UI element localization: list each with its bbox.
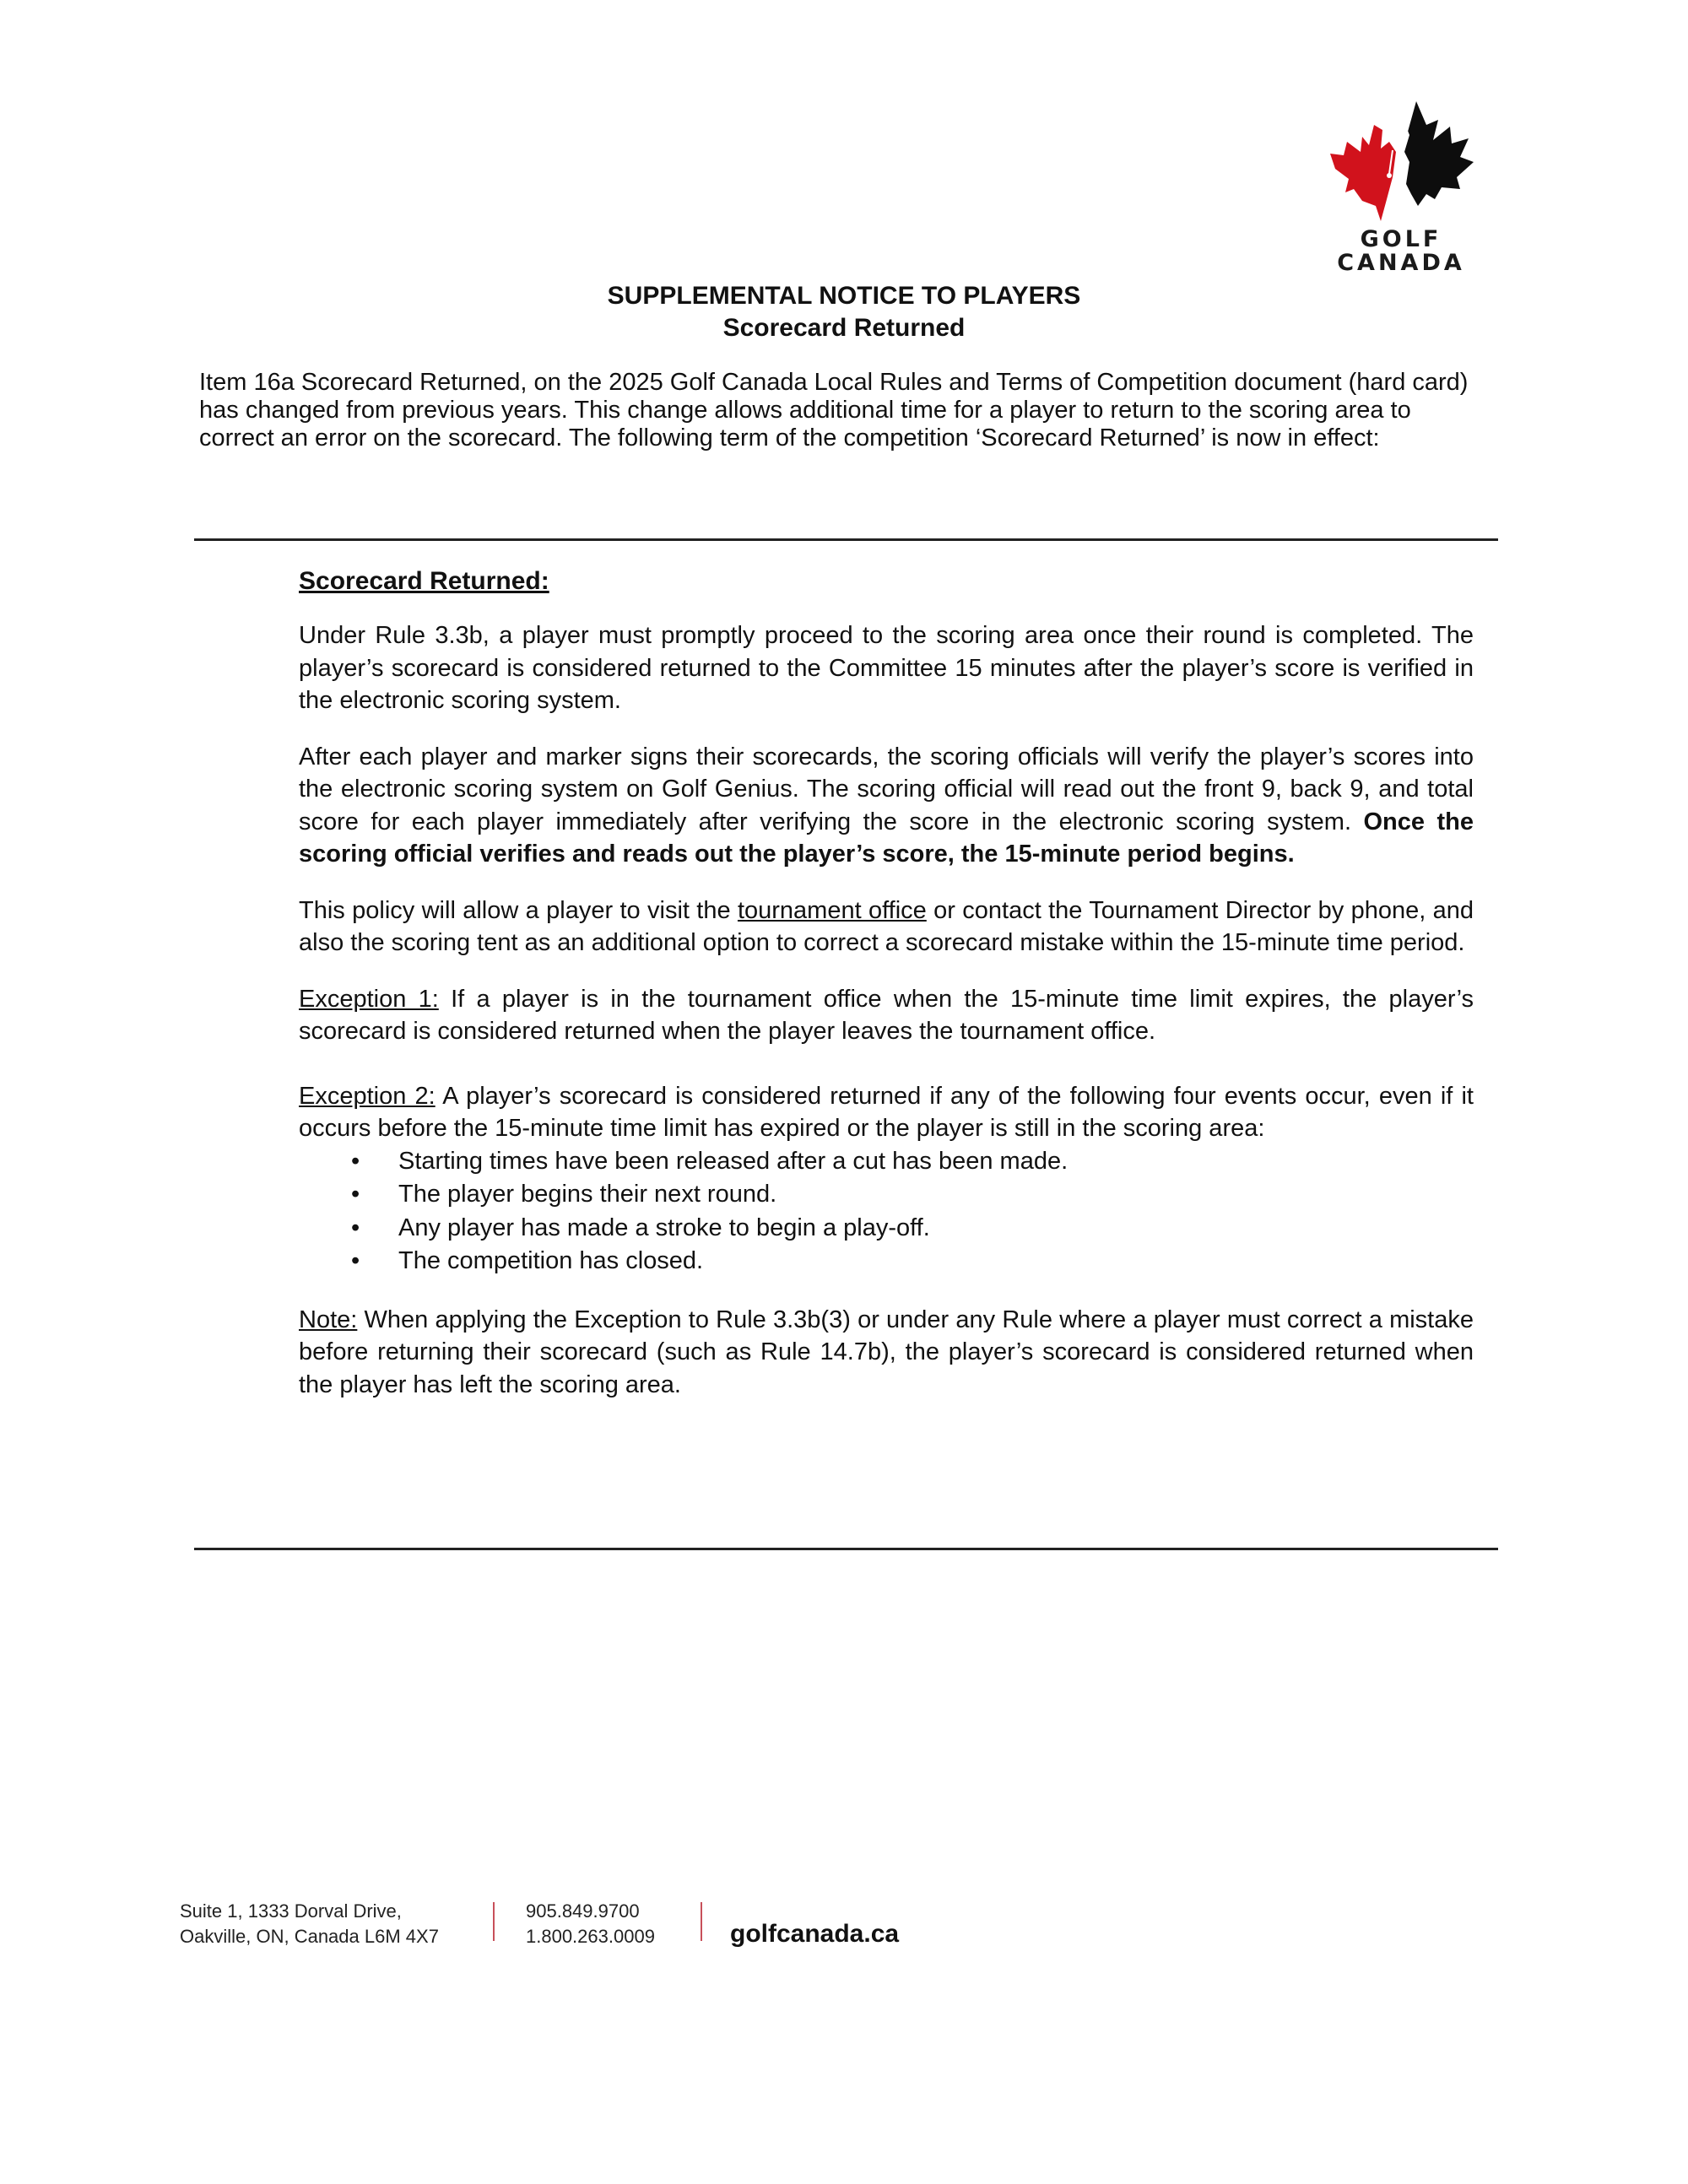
bullet-icon: • — [351, 1247, 360, 1274]
exception-1-label: Exception 1: — [299, 985, 439, 1013]
logo-text-canada: CANADA — [1337, 250, 1465, 276]
bullet-icon: • — [351, 1214, 360, 1241]
logo-text-golf: GOLF — [1360, 226, 1442, 252]
list-item — [299, 1178, 1474, 1212]
exception-2-text: A player’s scorecard is considered returned if any of the following four events occur, even if it occurs before the 15-minute time limit has expired or the player is still in the scoring area: — [299, 1082, 1474, 1142]
verification-bold-text: Once the scoring official verifies and reads out the player’s score, the 15-minute period begins. — [299, 808, 1474, 868]
policy-text-before: This policy will allow a player to visit the — [299, 896, 738, 924]
exception-2-paragraph — [299, 1080, 1474, 1145]
exception-1-text: If a player is in the tournament office when the 15-minute time limit expires, the player’s scorecard is considered returned when the player leaves the tournament office. — [299, 985, 1474, 1045]
rule-paragraph: Under Rule 3.3b, a player must promptly proceed to the scoring area once their round is completed. The player’s scorecard is considered returned to the Committee 15 minutes after the player’s score is verified in the electronic scoring system. — [299, 622, 1474, 714]
document-subtitle: Scorecard Returned — [722, 314, 966, 342]
tournament-office-link[interactable]: tournament office — [737, 896, 927, 924]
address-line-2: Oakville, ON, Canada L6M 4X7 — [180, 1926, 439, 1947]
exception-2-label: Exception 2: — [299, 1082, 436, 1110]
policy-text-after: or contact the Tournament Director by phone, and also the scoring tent as an additional option to correct a scorecard mistake within the 15-minute time period. — [299, 896, 1474, 956]
policy-paragraph — [299, 895, 1474, 960]
list-item — [299, 1212, 1474, 1246]
footer-phones — [526, 1899, 655, 1949]
bullet-icon: • — [351, 1181, 360, 1208]
phone-2: 1.800.263.0009 — [526, 1926, 655, 1947]
section-heading: Scorecard Returned: — [299, 567, 549, 595]
scorecard-returned-section — [299, 565, 1474, 1424]
note-label: Note: — [299, 1306, 358, 1333]
exception-1-paragraph — [299, 983, 1474, 1048]
verification-paragraph — [299, 741, 1474, 871]
list-item-text: The competition has closed. — [398, 1247, 704, 1274]
phone-1: 905.849.9700 — [526, 1900, 640, 1922]
list-item-text: Any player has made a stroke to begin a play-off. — [398, 1214, 930, 1241]
footer-website[interactable]: golfcanada.ca — [730, 1920, 900, 1948]
intro-paragraph: Item 16a Scorecard Returned, on the 2025 Golf Canada Local Rules and Terms of Competition document (hard card) has changed from previous years. This change allows additional time for a player to return to the scoring area to correct an error on the scorecard. The following term of the competition ‘Scorecard Returned’ is now in effect: — [199, 369, 1469, 451]
footer-address — [180, 1899, 439, 1949]
events-list — [299, 1145, 1474, 1279]
bullet-icon: • — [351, 1147, 360, 1175]
list-item — [299, 1145, 1474, 1179]
verification-text: After each player and marker signs their scorecards, the scoring officials will verify the player’s scores into the electronic scoring system on Golf Genius. The scoring official will read out the front 9, back 9, and total score for each player immediately after verifying the score in the electronic scoring system. — [299, 743, 1474, 835]
top-divider — [194, 538, 1498, 541]
document-title: SUPPLEMENTAL NOTICE TO PLAYERS — [607, 282, 1081, 310]
footer-separator — [701, 1902, 702, 1941]
bottom-divider — [194, 1548, 1498, 1550]
golf-canada-logo — [1325, 101, 1477, 278]
list-item — [299, 1245, 1474, 1279]
address-line-1: Suite 1, 1333 Dorval Drive, — [180, 1900, 402, 1922]
list-item-text: The player begins their next round. — [398, 1181, 777, 1208]
note-text: When applying the Exception to Rule 3.3b(3) or under any Rule where a player must correct a mistake before returning their scorecard (such as Rule 14.7b), the player’s scorecard is considered returned when the player has left the scoring area. — [299, 1306, 1474, 1398]
footer-separator — [493, 1902, 495, 1941]
list-item-text: Starting times have been released after a cut has been made. — [398, 1147, 1069, 1175]
maple-leaf-golfer-icon — [1325, 101, 1477, 228]
note-paragraph — [299, 1304, 1474, 1402]
